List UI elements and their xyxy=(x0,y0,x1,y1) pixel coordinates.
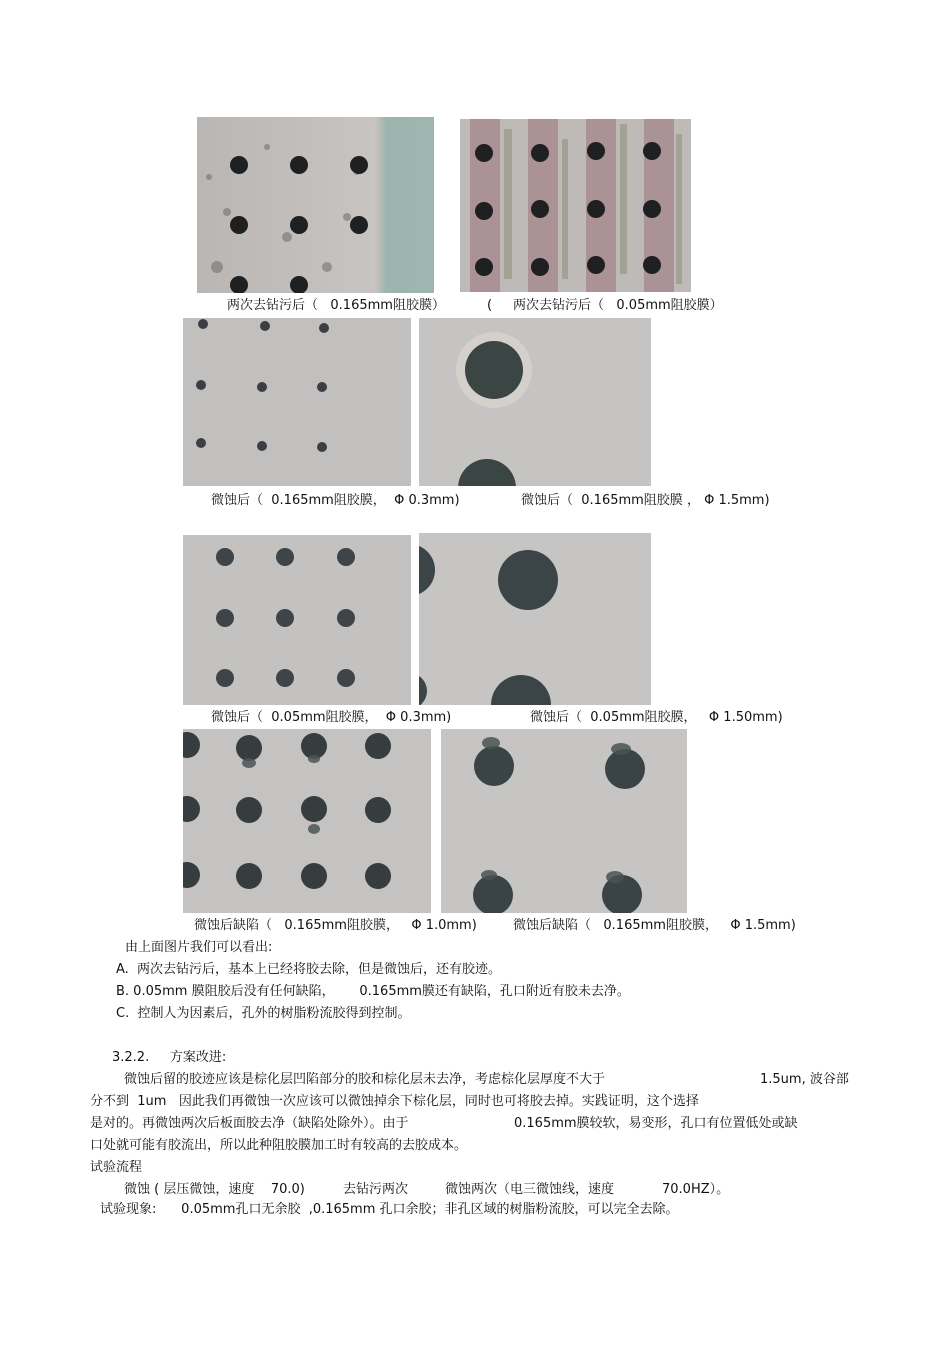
finding-c: C. 控制人为因素后，孔外的树脂粉流胶得到控制。 xyxy=(116,1006,411,1021)
paragraph-line-1b: 1.5um, 波谷部 xyxy=(760,1072,849,1087)
photo-defect-0165-15 xyxy=(441,729,687,913)
caption-row4-right: 微蚀后缺陷（ 0.165mm阻胶膜， Φ 1.5mm) xyxy=(513,918,796,933)
section-heading: 3.2.2. 方案改进: xyxy=(112,1050,227,1065)
flow-step-3: 微蚀两次（电三微蚀线，速度 xyxy=(445,1182,615,1197)
photo-defect-0165-10 xyxy=(183,729,431,913)
photo-microetch-005-150 xyxy=(419,533,651,705)
findings-intro: 由上面图片我们可以看出: xyxy=(125,940,273,955)
caption-row4-left: 微蚀后缺陷（ 0.165mm阻胶膜， Φ 1.0mm) xyxy=(194,918,477,933)
paragraph-line-2: 分不到 1um 因此我们再微蚀一次应该可以微蚀掉余下棕化层，同时也可将胶去掉。实践证明，这个选择 xyxy=(90,1094,699,1109)
caption-row2-right: 微蚀后（ 0.165mm阻胶膜 ， Φ 1.5mm) xyxy=(521,493,770,508)
result-line: 试验现象: 0.05mm孔口无余胶 ,0.165mm 孔口余胶；非孔区域的树脂粉流胶，可以完全去除。 xyxy=(100,1202,679,1217)
photo-desmear-0165 xyxy=(197,117,434,293)
photo-microetch-0165-03 xyxy=(183,318,411,486)
caption-row1-right: 两次去钻污后（ 0.05mm阻胶膜） xyxy=(513,298,723,313)
photo-microetch-0165-15 xyxy=(419,318,651,486)
finding-a: A. 两次去钻污后，基本上已经将胶去除，但是微蚀后，还有胶迹。 xyxy=(116,962,502,977)
flow-step-3-speed: 70.0HZ）。 xyxy=(662,1182,730,1197)
paragraph-line-3a: 是对的。再微蚀两次后板面胶去净（缺陷处除外）。由于 xyxy=(90,1116,409,1131)
paragraph-line-4: 口处就可能有胶流出，所以此种阻胶膜加工时有较高的去胶成本。 xyxy=(90,1138,468,1153)
paragraph-line-1a: 微蚀后留的胶迹应该是棕化层凹陷部分的胶和棕化层未去净，考虑棕化层厚度不大于 xyxy=(124,1072,606,1087)
caption-row2-left: 微蚀后（ 0.165mm阻胶膜， Φ 0.3mm) xyxy=(211,493,460,508)
photo-microetch-005-03 xyxy=(183,535,411,705)
finding-b: B. 0.05mm 膜阻胶后没有任何缺陷， 0.165mm膜还有缺陷，孔口附近有胶未去净。 xyxy=(116,984,630,999)
photo-desmear-005 xyxy=(460,119,691,292)
flow-step-2: 去钻污两次 xyxy=(343,1182,409,1197)
paragraph-line-3b: 0.165mm膜较软，易变形，孔口有位置低处或缺 xyxy=(514,1116,798,1131)
caption-row3-left: 微蚀后（ 0.05mm阻胶膜， Φ 0.3mm) xyxy=(211,710,452,725)
caption-row1-paren: ( xyxy=(487,298,493,313)
flow-step-1: 微蚀 ( 层压微蚀，速度 70.0) xyxy=(124,1182,305,1197)
caption-row3-right: 微蚀后（ 0.05mm阻胶膜， Φ 1.50mm) xyxy=(530,710,783,725)
caption-row1-left: 两次去钻污后（ 0.165mm阻胶膜） xyxy=(227,298,445,313)
flow-title: 试验流程 xyxy=(90,1160,143,1175)
